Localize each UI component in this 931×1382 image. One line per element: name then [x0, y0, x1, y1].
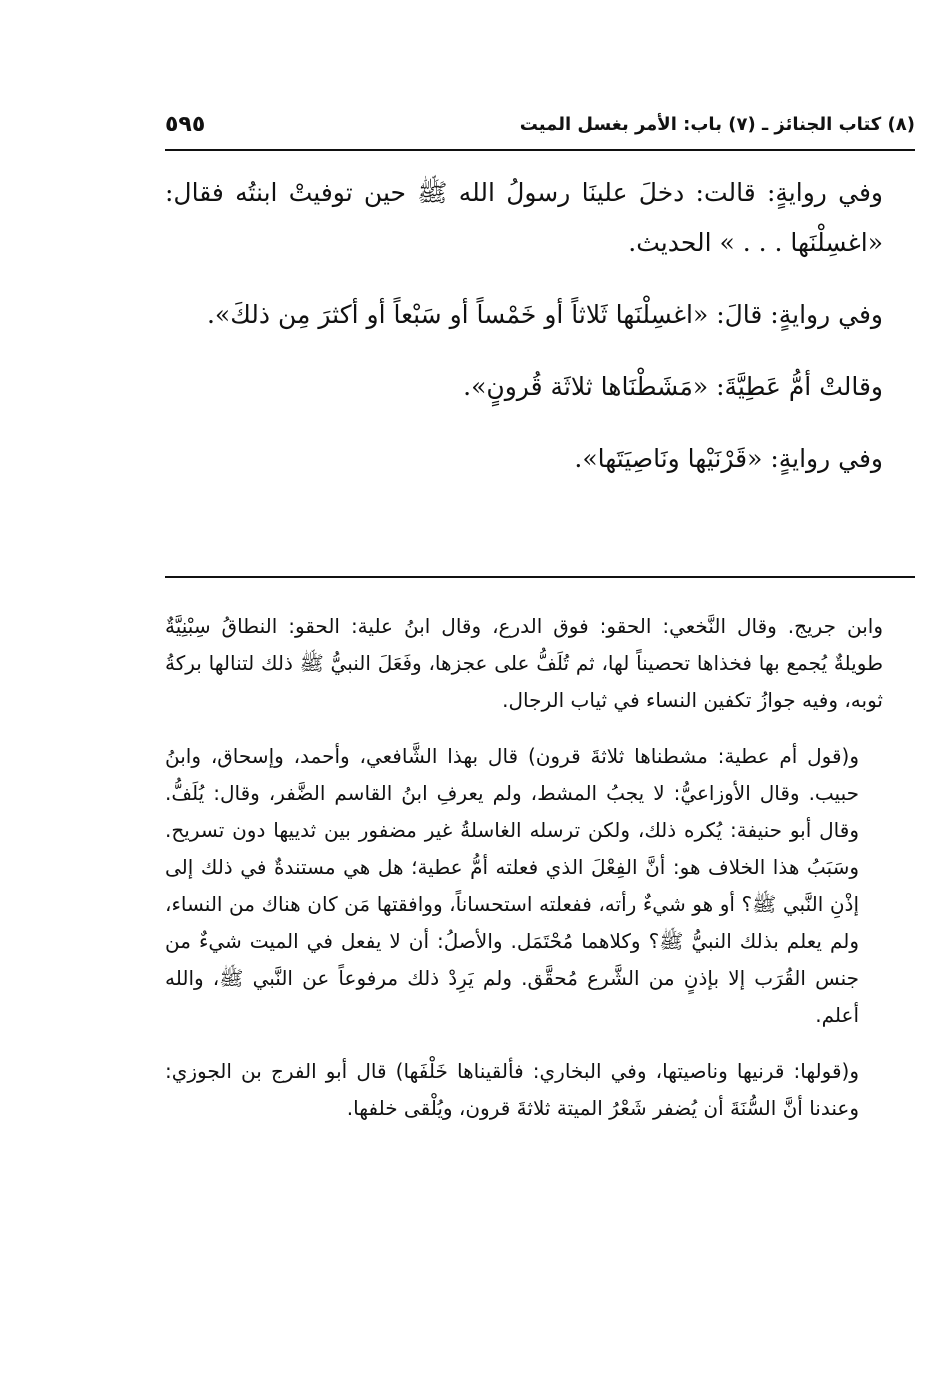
page-number: ٥٩٥ [165, 112, 206, 137]
running-header [165, 108, 915, 148]
commentary-notes [165, 608, 883, 1127]
hadith-text [165, 168, 895, 484]
commentary-paragraph: وابن جريج. وقال النَّخعي: الحقو: فوق الدرع، وقال ابنُ علية: الحقو: النطاقُ سِبْنِيَّةٌ طويلةٌ يُجمع بها فخذاها تحصيناً لها، ثم تُلَفُّ على عجزها، وفَعَلَ النبيُّ ﷺ ذلك لتنالها بركةُ ثوبه، وفيه جوازُ تكفين النساء في ثياب الرجال. [165, 614, 883, 712]
footnote-divider [165, 576, 915, 578]
header-title: (٨) كتاب الجنائز ـ (٧) باب: الأمر بغسل الميت [519, 114, 915, 135]
header-rule [165, 149, 915, 151]
hadith-paragraph: وفي روايةٍ: «قَرْنَيْها ونَاصِيَتَها». [574, 444, 883, 473]
hadith-paragraph: وقالتْ أمُّ عَطِيَّةَ: «مَشَطْنَاها ثلاثَة قُرونٍ». [463, 372, 883, 401]
hadith-paragraph: وفي روايةٍ: قالَ: «اغسِلْنَها ثَلاثاً أو خَمْساً أو سَبْعاً أو أكثرَ مِن ذلكَ». [206, 300, 883, 329]
commentary-paragraph: و(قول أم عطية: مشطناها ثلاثةَ قرون) قال بهذا الشَّافعي، وأحمد، وإسحاق، وابنُ حبيب. وقال الأوزاعيُّ: لا يجبُ المشط، ولم يعرفِ ابنُ القاسم الضَّفر، وقال: يُلَفُّ. وقال أبو حنيفة: يُكره ذلك، ولكن ترسله الغاسلةُ غير مضفور بين ثدييها دون تسريح. وسَبَبُ هذا الخلاف هو: أنَّ الفِعْلَ الذي فعلته أمُّ عطية؛ هل هي مستندةٌ في ذلك إلى إذْنِ النَّبي ﷺ؟ أو هو شيءٌ رأته، ففعلته استحساناً، ووافقتها مَن كان هناك من النساء، ولم يعلم بذلك النبيُّ ﷺ؟ وكلاهما مُحْتَمَل. والأصلُ: أن لا يفعل في الميت شيءٌ من جنس القُرَب إلا بإذنٍ من الشَّرع مُحقَّق. ولم يَرِدْ ذلك مرفوعاً عن النَّبي ﷺ، والله أعلم. [165, 744, 859, 1027]
hadith-paragraph: وفي روايةٍ: قالت: دخلَ علينَا رسولُ الله ﷺ حين توفيتْ ابنتُه فقال: «اغسِلْنَها . . . » الحديث. [165, 178, 883, 257]
commentary-paragraph: و(قولها: قرنيها وناصيتها، وفي البخاري: فألقيناها خَلْفَها) قال أبو الفرج بن الجوزي: وعندنا أنَّ السُّنَةَ أن يُضفر شَعْرُ الميتة ثلاثةَ قرون، ويُلْقى خلفها. [165, 1059, 859, 1120]
